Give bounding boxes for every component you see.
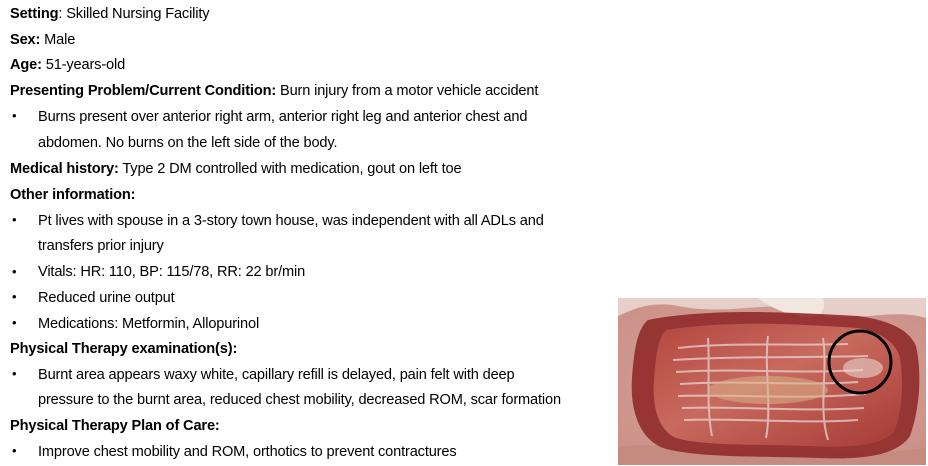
bullet-marker: •: [12, 366, 17, 381]
sex-line: [10, 30, 75, 50]
presenting-line: [10, 81, 538, 101]
urine-bullet: Reduced urine output: [38, 290, 175, 306]
setting-value: : Skilled Nursing Facility: [58, 6, 210, 22]
other-bullet1-line2: transfers prior injury: [38, 238, 164, 254]
presenting-value: Burn injury from a motor vehicle accident: [276, 83, 539, 99]
age-value: 51-years-old: [41, 57, 126, 73]
bullet-marker: •: [12, 289, 17, 304]
exam-bullet-line2: pressure to the burnt area, reduced chest mobility, decreased ROM, scar formation: [38, 392, 561, 408]
sex-value: Male: [40, 32, 76, 48]
plan-heading: Physical Therapy Plan of Care:: [10, 418, 220, 434]
bullet-marker: •: [12, 212, 17, 227]
burn-photo-drawing: [618, 298, 926, 465]
exam-bullet-line1: Burnt area appears waxy white, capillary refill is delayed, pain felt with deep: [38, 367, 515, 383]
bullet-marker: •: [12, 315, 17, 330]
medical-history-line: [10, 159, 461, 179]
burn-wound-photo: [618, 298, 926, 465]
setting-label: Setting: [10, 6, 59, 22]
age-line: [10, 55, 125, 75]
presenting-bullet-line2: abdomen. No burns on the left side of the body.: [38, 135, 338, 151]
other-bullet1-line1: Pt lives with spouse in a 3-story town house, was independent with all ADLs and: [38, 213, 544, 229]
setting-line: [10, 4, 209, 24]
presenting-bullet-line1: Burns present over anterior right arm, anterior right leg and anterior chest and: [38, 109, 528, 125]
vitals-bullet: Vitals: HR: 110, BP: 115/78, RR: 22 br/min: [38, 264, 306, 280]
medications-bullet: Medications: Metformin, Allopurinol: [38, 316, 260, 332]
plan-bullet: Improve chest mobility and ROM, orthotics to prevent contractures: [38, 444, 457, 460]
bullet-marker: •: [12, 108, 17, 123]
medical-history-value: Type 2 DM controlled with medication, gout on left toe: [118, 161, 462, 177]
exam-heading: Physical Therapy examination(s):: [10, 341, 238, 357]
bullet-marker: •: [12, 264, 17, 279]
presenting-label: Presenting Problem/Current Condition:: [10, 83, 277, 99]
sex-label: Sex:: [10, 32, 41, 48]
age-label: Age:: [10, 57, 42, 73]
other-information-heading: Other information:: [10, 187, 136, 203]
bullet-marker: •: [12, 443, 17, 458]
medical-history-label: Medical history:: [10, 161, 119, 177]
